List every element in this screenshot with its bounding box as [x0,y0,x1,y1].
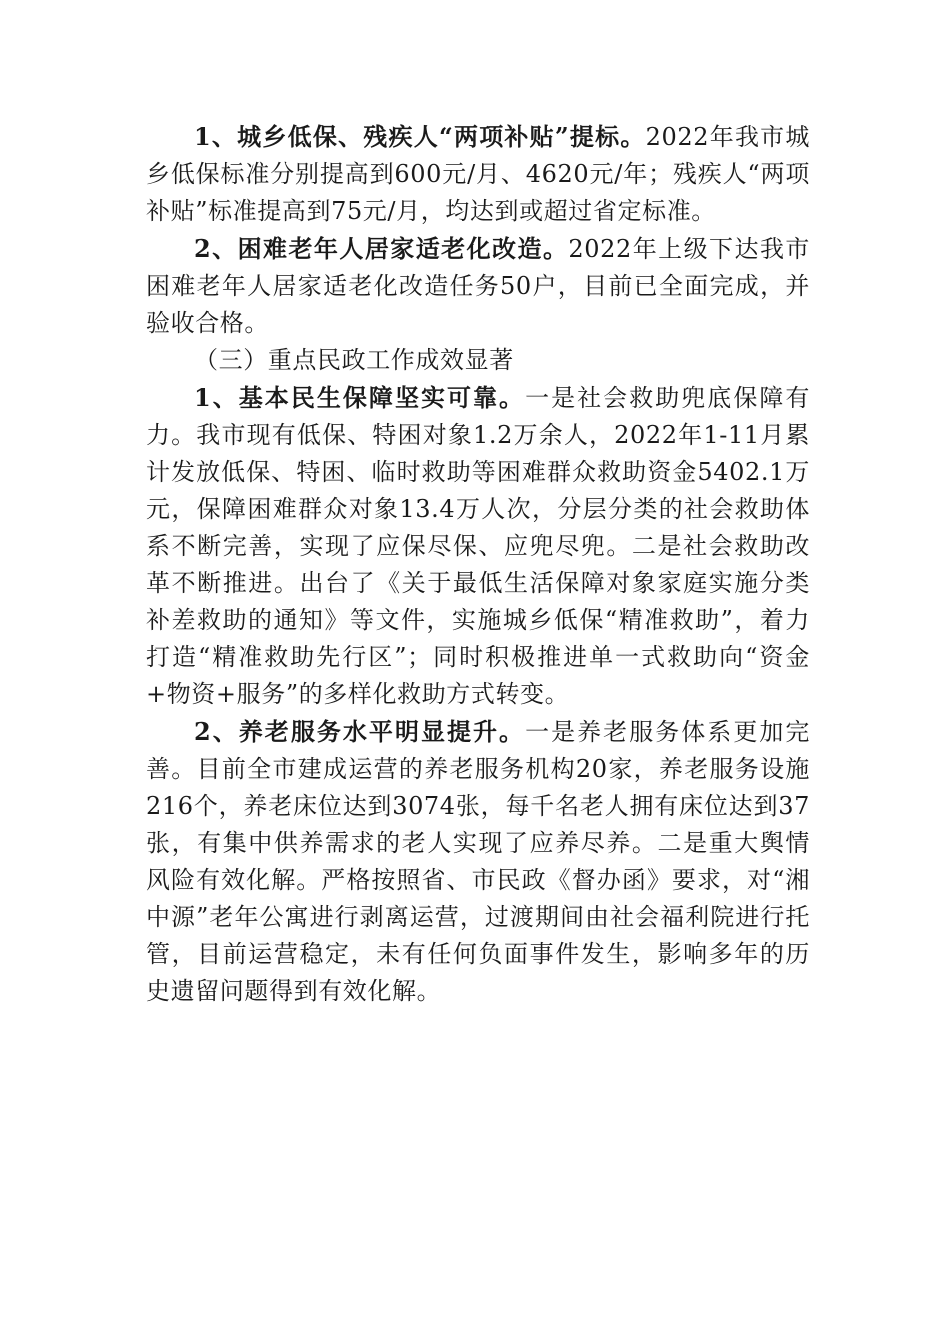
paragraph-lead: 2、困难老年人居家适老化改造。 [194,234,569,263]
paragraph-text: 2022年我市城乡低保标准分别提高到600元/月、4620元/年；残疾人“两项补贴”标准提高到75元/月，均达到或超过省定标准。 [146,123,810,225]
paragraph-elderly-services [146,713,810,1010]
paragraph-text: 一是社会救助兜底保障有力。我市现有低保、特困对象1.2万余人，2022年1-11月累计发放低保、特困、临时救助等困难群众救助资金5402.1万元，保障困难群众对象13.4万人次，分层分类的社会救助体系不断完善，实现了应保尽保、应兜尽兜。二是社会救助改革不断推进。出台了《关于最低生活保障对象家庭实施分类补差救助的通知》等文件，实施城乡低保“精准救助”，着力打造“精准救助先行区”；同时积极推进单一式救助向“资金+物资+服务”的多样化救助方式转变。 [146,384,810,708]
section-heading: （三）重点民政工作成效显著 [194,346,514,374]
document-body [146,118,810,1010]
paragraph-text: 2022年上级下达我市困难老年人居家适老化改造任务50户，目前已全面完成，并验收合格。 [146,235,810,337]
paragraph-lead: 2、养老服务水平明显提升。 [194,717,526,746]
paragraph-low-income-subsidy [146,118,810,230]
paragraph-lead: 1、城乡低保、残疾人“两项补贴”提标。 [194,122,646,151]
paragraph-lead: 1、基本民生保障坚实可靠。 [194,383,526,412]
paragraph-basic-livelihood [146,379,810,713]
paragraph-elderly-home-renovation [146,230,810,342]
paragraph-text: 一是养老服务体系更加完善。目前全市建成运营的养老服务机构20家，养老服务设施216个，养老床位达到3074张，每千名老人拥有床位达到37张，有集中供养需求的老人实现了应养尽养。二是重大舆情风险有效化解。严格按照省、市民政《督办函》要求，对“湘中源”老年公寓进行剥离运营，过渡期间由社会福利院进行托管，目前运营稳定，未有任何负面事件发生，影响多年的历史遗留问题得到有效化解。 [146,718,810,1005]
